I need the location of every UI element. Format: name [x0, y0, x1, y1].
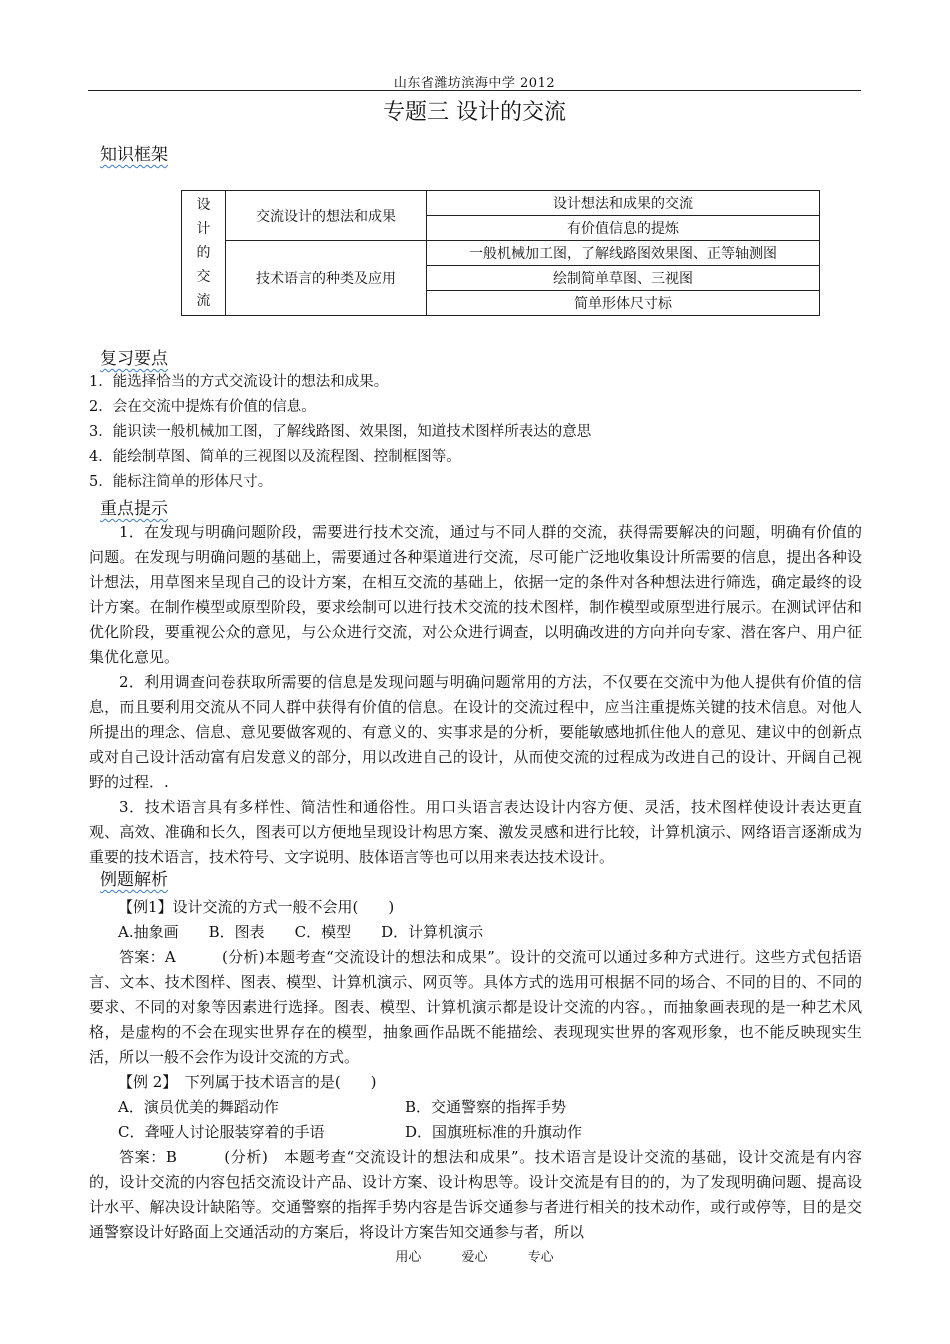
list-item: 1．能选择恰当的方式交流设计的想法和成果。 — [89, 374, 389, 390]
section-heading-key-points: 重点提示 — [100, 499, 168, 519]
table-cell: 有价值信息的提炼 — [427, 216, 820, 241]
example2-option-a: A．演员优美的舞蹈动作 — [118, 1098, 279, 1116]
table-cell: 简单形体尺寸标 — [427, 291, 820, 316]
table-left-column — [182, 191, 226, 316]
page-header: 山东省潍坊滨海中学 2012 — [393, 76, 556, 91]
example2-answer: 答案：B (分析) 本题考查“交流设计的想法和成果”。技术语言是设计交流的基础，设计交流是有内容的，设计交流的内容包括交流设计产品、设计方案、设计构思等。设计交流是有目的的，为了发现明确问题、提高设计水平、解决设计缺陷等。交通警察的指挥手势内容是告诉交通参与者进行相关的技术动作，或行或停等，目的是交通警察设计好路面上交通活动的方案后，将设计方案告知交通参与者，所以 — [89, 1148, 862, 1241]
example2-option-c: C．聋哑人讨论服装穿着的手语 — [118, 1123, 325, 1141]
table-group-label: 交流设计的想法和成果 — [226, 191, 427, 241]
table-cell: 绘制简单草图、三视图 — [427, 266, 820, 291]
key-point-paragraph-1: 1．在发现与明确问题阶段，需要进行技术交流，通过与不同人群的交流，获得需要解决的问题，明确有价值的问题。在发现与明确问题的基础上，需要通过各种渠道进行交流，尽可能广泛地收集设计所需要的信息，提出各种设计想法，用草图来呈现自己的设计方案，在相互交流的基础上，依据一定的条件对各种想法进行筛选，确定最终的设计方案。在制作模型或原型阶段，要求绘制可以进行技术交流的技术图样，制作模型或原型进行展示。在测试评估和优化阶段，要重视公众的意见，与公众进行交流，对公众进行调查，以明确改进的方向并向专家、潜在客户、用户征集优化意见。 — [89, 523, 862, 666]
section-heading-framework: 知识框架 — [100, 145, 168, 165]
list-item: 5．能标注简单的形体尺寸。 — [89, 474, 273, 490]
footer-item: 用心 — [395, 1250, 422, 1265]
left-char: 计 — [196, 221, 211, 237]
table-cell: 一般机械加工图，了解线路图效果图、正等轴测图 — [427, 241, 820, 266]
example1-options: A.抽象画 B．图表 C．模型 D．计算机演示 — [118, 923, 484, 941]
left-char: 流 — [196, 293, 211, 309]
key-point-paragraph-2: 2．利用调查问卷获取所需要的信息是发现问题与明确问题常用的方法，不仅要在交流中为他人提供有价值的信息，而且要利用交流从不同人群中获得有价值的信息。在设计的交流过程中，应当注重提炼关键的技术信息。对他人所提出的理念、信息、意见要做客观的、有意义的、实事求是的分析，要能敏感地抓住他人的意见、建议中的创新点或对自己设计活动富有启发意义的部分，用以改进自己的设计，从而使交流的过程成为改进自己的设计、开阔自己视野的过程．. — [89, 673, 862, 791]
example2-question: 【例 2】 下列属于技术语言的是( ) — [118, 1073, 377, 1091]
header-rule — [88, 90, 861, 91]
list-item: 3．能识读一般机械加工图，了解线路图、效果图，知道技术图样所表达的意思 — [89, 424, 592, 440]
left-char: 设 — [196, 197, 211, 213]
table-group-label: 技术语言的种类及应用 — [226, 241, 427, 316]
section-heading-review: 复习要点 — [100, 349, 168, 369]
key-point-paragraph-3: 3．技术语言具有多样性、简洁性和通俗性。用口头语言表达设计内容方便、灵活，技术图样使设计表达更直观、高效、准确和长久，图表可以方便地呈现设计构思方案、激发灵感和进行比较，计算机演示、网络语言逐渐成为重要的技术语言，技术符号、文字说明、肢体语言等也可以用来表达技术设计。 — [89, 798, 862, 866]
example2-option-b: B．交通警察的指挥手势 — [405, 1098, 567, 1116]
list-item: 4．能绘制草图、简单的三视图以及流程图、控制框图等。 — [89, 449, 461, 465]
example1-answer: 答案：A (分析)本题考查“交流设计的想法和成果”。设计的交流可以通过多种方式进行。这些方式包括语言、文本、技术图样、图表、模型、计算机演示、网页等。具体方式的选用可根据不同的场合、不同的目的、不同的要求、不同的对象等因素进行选择。图表、模型、计算机演示都是设计交流的内容。，而抽象画表现的是一种艺术风格，是虚构的不会在现实世界存在的模型，抽象画作品既不能描绘、表现现实世界的客观形象，也不能反映现实生活，所以一般不会作为设计交流的方式。 — [89, 948, 862, 1066]
knowledge-framework-table — [181, 190, 820, 316]
section-heading-examples: 例题解析 — [100, 870, 168, 890]
page-footer — [88, 1246, 861, 1265]
table-cell: 设计想法和成果的交流 — [427, 191, 820, 216]
left-char: 的 — [196, 245, 211, 261]
list-item: 2．会在交流中提炼有价值的信息。 — [89, 399, 316, 415]
review-points-list — [89, 370, 869, 495]
example1-question: 【例1】设计交流的方式一般不会用( ) — [118, 898, 395, 916]
footer-item: 爱心 — [461, 1250, 488, 1265]
footer-item: 专心 — [527, 1250, 554, 1265]
example2-option-d: D．国旗班标准的升旗动作 — [405, 1123, 583, 1141]
left-char: 交 — [196, 269, 211, 285]
page-title: 专题三 设计的交流 — [383, 100, 566, 125]
